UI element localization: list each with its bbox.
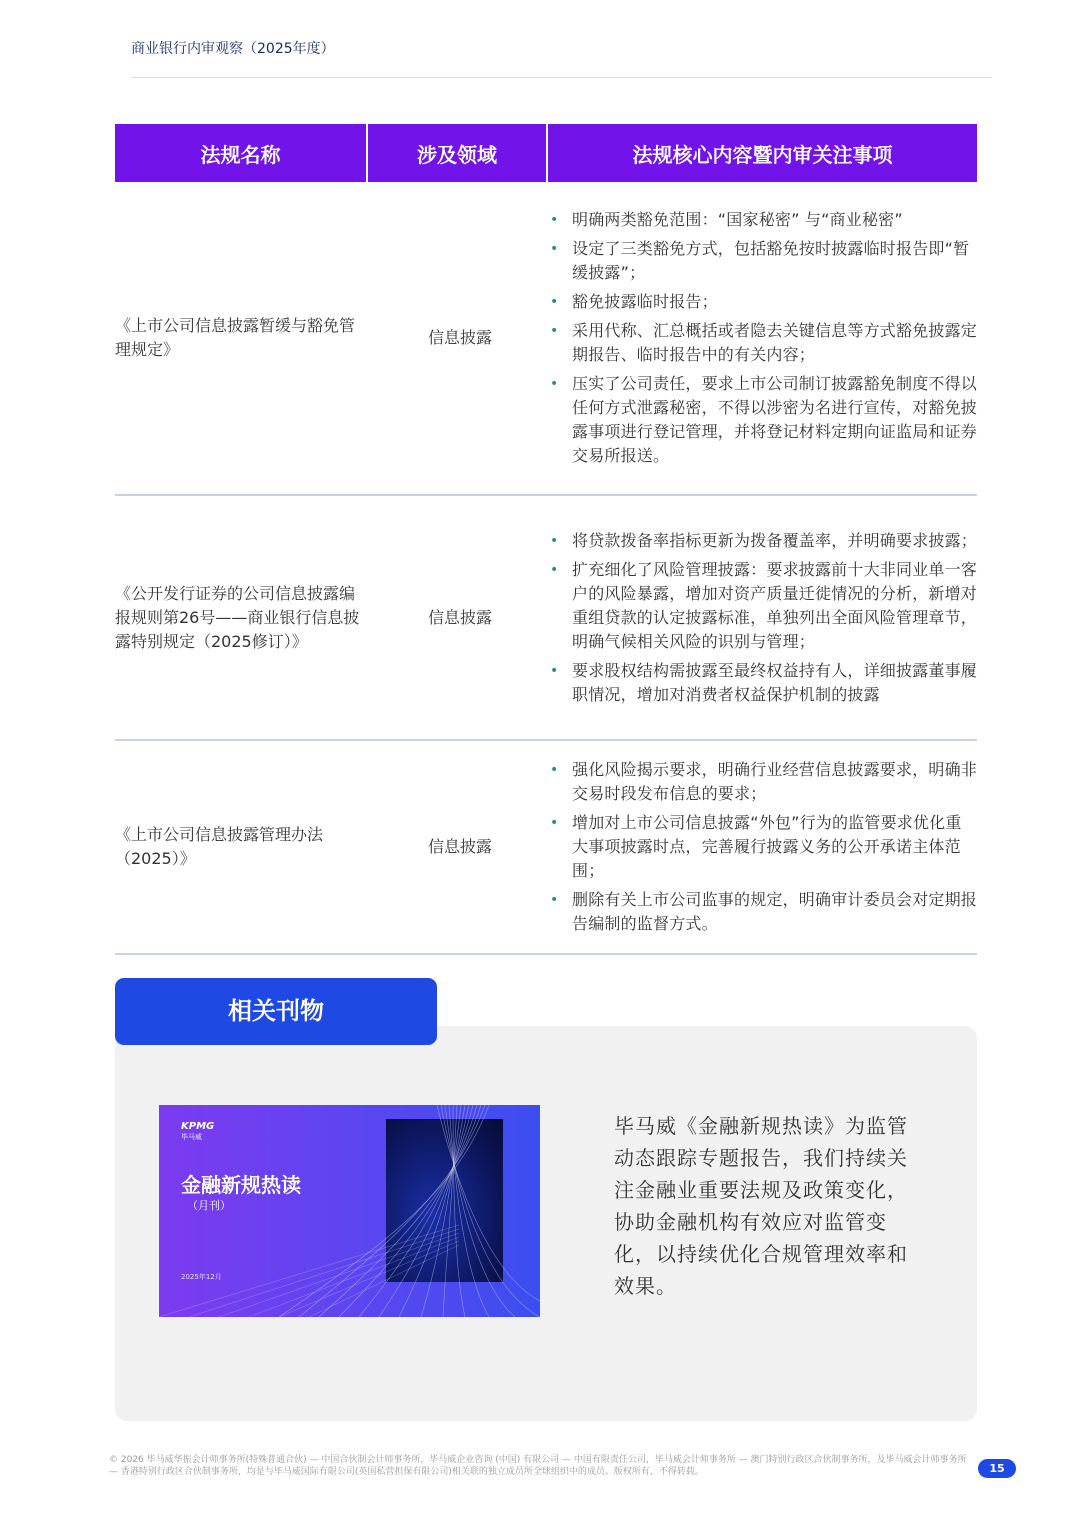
key-point-item: • 设定了三类豁免方式，包括豁免按时披露临时报告即“暂缓披露”； [547,237,977,285]
table-header-row [115,124,977,182]
key-point-item: • 将贷款拨备率指标更新为拨备覆盖率，并明确要求披露； [547,529,977,553]
key-points-cell [547,495,977,740]
regulations-table [115,124,977,955]
column-header-key-content: 法规核心内容暨内审关注事项 [547,124,977,182]
key-points-cell [547,182,977,495]
law-name-cell: 《公开发行证券的公司信息披露编报规则第26号——商业银行信息披露特别规定（2025修订）》 [115,495,367,740]
cover-subtitle: （月刊） [187,1199,231,1212]
related-publications-tab: 相关刊物 [115,978,437,1045]
publication-description: 毕马威《金融新规热读》为监管动态跟踪专题报告，我们持续关注金融业重要法规及政策变化，协助金融机构有效应对监管变化，以持续优化合规管理效率和效果。 [614,1114,908,1298]
table-row [115,740,977,954]
key-point-item: • 要求股权结构需披露至最终权益持有人，详细披露董事履职情况，增加对消费者权益保护机制的披露 [547,659,977,707]
key-point-item: • 压实了公司责任，要求上市公司制订披露豁免制度不得以任何方式泄露秘密，不得以涉密为名进行宣传，对豁免披露事项进行登记管理，并将登记材料定期向证监局和证券交易所报送。 [547,372,977,468]
publication-cover-image[interactable] [159,1105,540,1317]
cover-date: 2025年12月 [181,1273,222,1281]
report-header-title: 商业银行内审观察（2025年度） [131,41,335,57]
domain-cell: 信息披露 [367,740,547,954]
domain-cell: 信息披露 [367,495,547,740]
kpmg-logo-subtext: 毕马威 [181,1133,202,1141]
column-header-law-name: 法规名称 [115,124,367,182]
domain-cell: 信息披露 [367,182,547,495]
law-name-cell: 《上市公司信息披露暂缓与豁免管理规定》 [115,182,367,495]
key-point-item: • 扩充细化了风险管理披露：要求披露前十大非同业单一客户的风险暴露，增加对资产质量迁徙情况的分析，新增对重组贷款的认定披露标准，单独列出全面风险管理章节，明确气候相关风险的识别与管理； [547,558,977,654]
column-header-domain: 涉及领域 [367,124,547,182]
header-divider [131,77,992,78]
kpmg-logo-text: KPMG [181,1121,215,1132]
key-point-item: • 强化风险揭示要求，明确行业经营信息披露要求，明确非交易时段发布信息的要求； [547,758,977,806]
key-points-cell [547,740,977,954]
key-point-item: • 明确两类豁免范围：“国家秘密” 与“商业秘密” [547,208,977,232]
kpmg-logo [181,1121,214,1143]
law-name-cell: 《上市公司信息披露管理办法（2025）》 [115,740,367,954]
table-row [115,495,977,740]
key-point-item: • 删除有关上市公司监事的规定，明确审计委员会对定期报告编制的监督方式。 [547,888,977,936]
table-row [115,182,977,495]
copyright-footer: © 2026 毕马威华振会计师事务所(特殊普通合伙) — 中国合伙制会计师事务所，毕马威企业咨询 (中国) 有限公司 — 中国有限责任公司，毕马威会计师事务所 — 澳门特别行政区合伙制事务所，及毕马威会计师事务所 — 香港特别行政区合伙制事务所，均是与毕马威国际有限公司(英国私营担保有限公司)相关联的独立成员所全球组织中的成员。版权所有，不得转载。 [109,1455,967,1477]
key-point-item: • 采用代称、汇总概括或者隐去关键信息等方式豁免披露定期报告、临时报告中的有关内容； [547,319,977,367]
key-point-item: • 豁免披露临时报告； [547,290,977,314]
page-number-badge: 15 [978,1459,1016,1478]
key-point-item: • 增加对上市公司信息披露“外包”行为的监管要求优化重大事项披露时点，完善履行披露义务的公开承诺主体范围； [547,811,977,883]
cover-title: 金融新规热读 [181,1173,301,1197]
